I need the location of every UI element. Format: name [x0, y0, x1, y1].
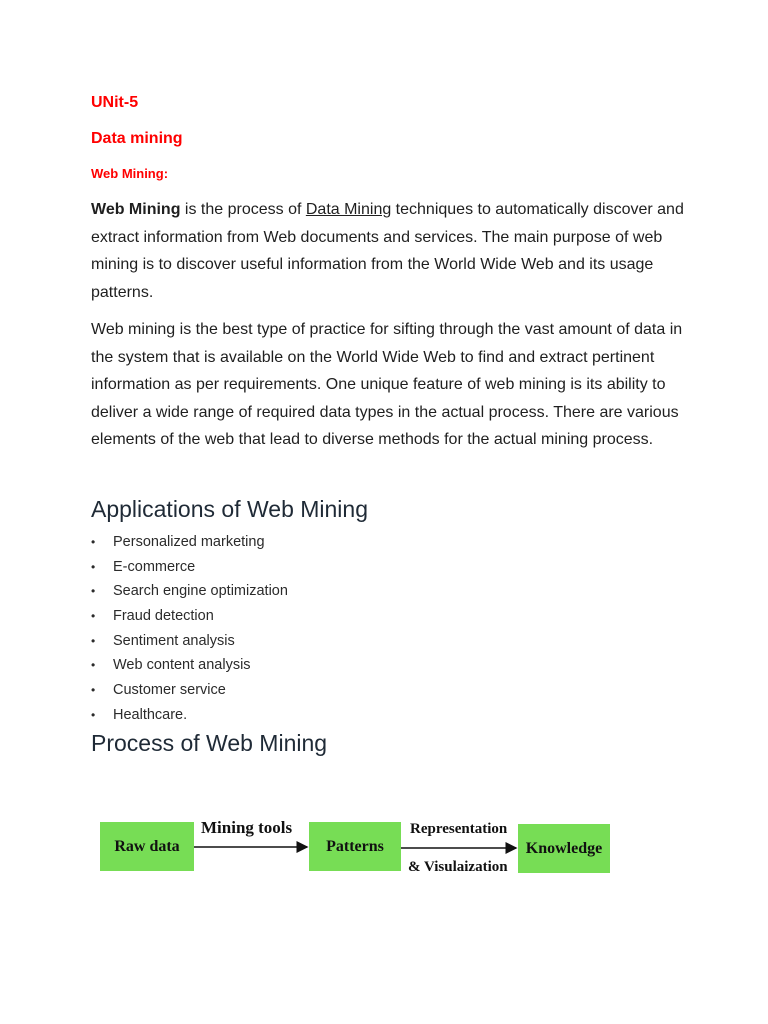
bullet-icon: •: [91, 683, 96, 698]
list-item: • Web content analysis: [91, 653, 288, 678]
data-mining-link[interactable]: Data Mining: [305, 201, 392, 218]
bullet-icon: •: [91, 609, 96, 624]
node-knowledge: Knowledge: [518, 824, 610, 873]
intro-text-a: is the process of: [180, 201, 306, 218]
applications-list: [91, 530, 288, 728]
list-item: • Personalized marketing: [91, 530, 288, 555]
edge-label-representation: Representation: [410, 821, 508, 837]
bullet-icon: •: [91, 535, 96, 549]
process-heading: Process of Web Mining: [91, 730, 328, 756]
list-item: • E-commerce: [91, 555, 288, 580]
edge-label-mining-tools: Mining tools: [201, 818, 293, 837]
intro-paragraph: [91, 196, 691, 306]
list-item: • Customer service: [91, 678, 288, 703]
applications-heading: Applications of Web Mining: [91, 496, 368, 522]
bullet-icon: •: [91, 658, 96, 673]
intro-text-b: techniques to automatically discover and extract information from Web documents and services. The main purpose of web mining is to discover useful information from the World Wide Web and its usage patterns.: [91, 201, 684, 301]
list-item: • Search engine optimization: [91, 579, 288, 604]
bullet-icon: •: [91, 633, 96, 648]
list-item: • Sentiment analysis: [91, 629, 288, 654]
list-item: • Fraud detection: [91, 604, 288, 629]
node-raw-data: Raw data: [100, 822, 194, 871]
edge-label-visualization: & Visulaization: [408, 859, 508, 875]
bullet-icon: •: [91, 559, 96, 574]
process-diagram: [100, 812, 620, 882]
web-mining-term: Web Mining: [91, 201, 181, 218]
unit-heading: UNit-5: [91, 94, 139, 111]
bullet-icon: •: [91, 707, 96, 722]
node-patterns: Patterns: [309, 822, 401, 871]
details-paragraph: Web mining is the best type of practice for sifting through the vast amount of data in the system that is available on the World Wide Web to find and extract pertinent information as per requirements. One unique feature of web mining is its ability to deliver a wide range of required data types in the actual process. There are various elements of the web that lead to diverse methods for the actual mining process.: [91, 321, 683, 449]
subtopic-heading: Web Mining:: [91, 166, 169, 181]
bullet-icon: •: [91, 584, 96, 599]
topic-heading: Data mining: [91, 130, 183, 147]
list-item: • Healthcare.: [91, 703, 288, 728]
